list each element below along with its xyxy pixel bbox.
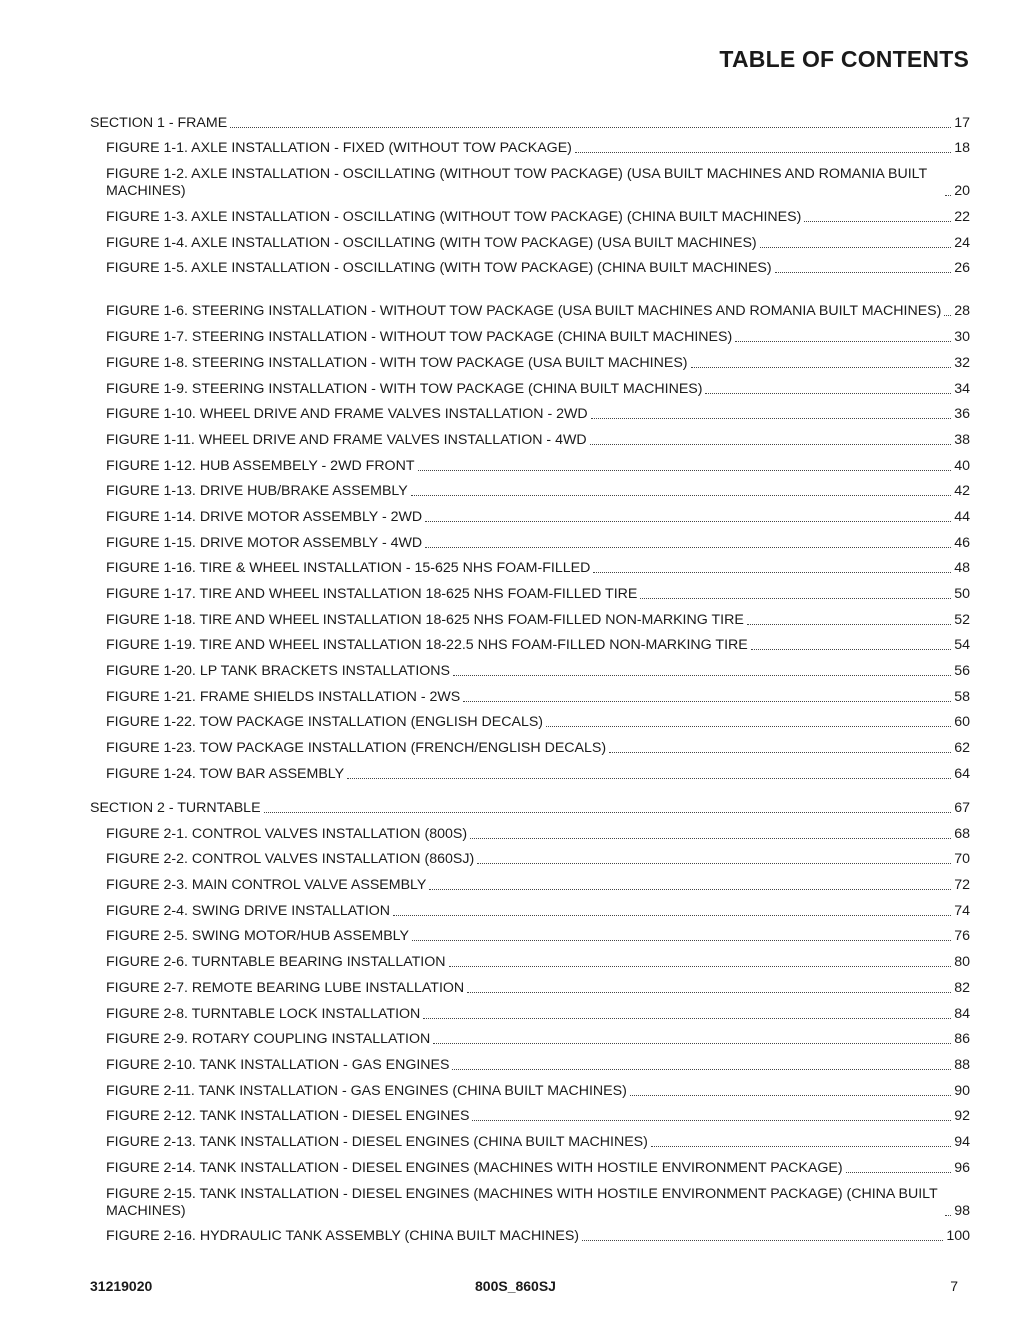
entry-title: FIGURE 2-9. ROTARY COUPLING INSTALLATION [106, 1031, 431, 1048]
dot-leader [945, 195, 951, 196]
dot-leader [546, 726, 951, 727]
dot-leader [846, 1172, 952, 1173]
toc-figure-entry[interactable] [90, 1074, 970, 1100]
entry-page-number: 90 [954, 1082, 970, 1099]
entry-title: FIGURE 2-5. SWING MOTOR/HUB ASSEMBLY [106, 928, 409, 945]
entry-page-number: 28 [954, 303, 970, 320]
entry-page-number: 96 [954, 1159, 970, 1176]
entry-page-number: 62 [954, 740, 970, 757]
entry-title: FIGURE 2-6. TURNTABLE BEARING INSTALLATION [106, 954, 446, 971]
entry-page-number: 70 [954, 851, 970, 868]
toc-figure-entry[interactable] [90, 320, 970, 346]
dot-leader [582, 1240, 943, 1241]
dot-leader [751, 649, 952, 650]
entry-page-number: 72 [954, 877, 970, 894]
toc-figure-entry[interactable] [90, 971, 970, 997]
toc-figure-entry[interactable] [90, 277, 970, 320]
toc-figure-entry[interactable] [90, 629, 970, 655]
dot-leader [630, 1095, 951, 1096]
entry-title: FIGURE 1-20. LP TANK BRACKETS INSTALLATIONS [106, 663, 451, 680]
entry-title: FIGURE 2-14. TANK INSTALLATION - DIESEL ENGINES (MACHINES WITH HOSTILE ENVIRONMENT PACKAGE) [106, 1159, 843, 1176]
toc-figure-entry[interactable] [90, 945, 970, 971]
entry-title: SECTION 2 - TURNTABLE [90, 800, 261, 816]
table-of-contents [90, 106, 970, 1245]
dot-leader [944, 315, 951, 316]
dot-leader [472, 1120, 951, 1121]
dot-leader [760, 247, 952, 248]
toc-figure-entry[interactable] [90, 157, 970, 200]
toc-figure-entry[interactable] [90, 346, 970, 372]
entry-page-number: 92 [954, 1108, 970, 1125]
entry-page-number: 48 [954, 560, 970, 577]
dot-leader [691, 367, 952, 368]
entry-page-number: 36 [954, 406, 970, 423]
entry-title: FIGURE 2-13. TANK INSTALLATION - DIESEL ENGINES (CHINA BUILT MACHINES) [106, 1133, 648, 1150]
page-number: 7 [950, 1278, 958, 1294]
entry-page-number: 94 [954, 1133, 970, 1150]
dot-leader [411, 495, 952, 496]
entry-title: FIGURE 2-8. TURNTABLE LOCK INSTALLATION [106, 1005, 421, 1022]
toc-figure-entry[interactable] [90, 1023, 970, 1049]
dot-leader [433, 1043, 951, 1044]
toc-figure-entry[interactable] [90, 706, 970, 732]
dot-leader [393, 915, 951, 916]
entry-page-number: 68 [954, 825, 970, 842]
toc-figure-entry[interactable] [90, 843, 970, 869]
page-title: TABLE OF CONTENTS [719, 46, 969, 72]
entry-title: FIGURE 1-8. STEERING INSTALLATION - WITH TOW PACKAGE (USA BUILT MACHINES) [106, 354, 688, 371]
entry-page-number: 67 [954, 800, 970, 816]
entry-page-number: 40 [954, 457, 970, 474]
entry-title: FIGURE 1-21. FRAME SHIELDS INSTALLATION - 2WS [106, 688, 461, 705]
dot-leader [735, 341, 951, 342]
toc-figure-entry[interactable] [90, 817, 970, 843]
toc-section-entry[interactable] [90, 791, 970, 817]
entry-title: FIGURE 2-12. TANK INSTALLATION - DIESEL ENGINES [106, 1108, 470, 1125]
entry-title: FIGURE 2-2. CONTROL VALVES INSTALLATION (860SJ) [106, 851, 475, 868]
entry-page-number: 52 [954, 611, 970, 628]
entry-title: FIGURE 1-7. STEERING INSTALLATION - WITHOUT TOW PACKAGE (CHINA BUILT MACHINES) [106, 329, 733, 346]
entry-page-number: 44 [954, 508, 970, 525]
entry-title: FIGURE 2-11. TANK INSTALLATION - GAS ENGINES (CHINA BUILT MACHINES) [106, 1082, 627, 1099]
entry-page-number: 34 [954, 380, 970, 397]
dot-leader [347, 778, 951, 779]
dot-leader [453, 675, 951, 676]
entry-page-number: 64 [954, 765, 970, 782]
dot-leader [467, 992, 951, 993]
entry-title: FIGURE 1-5. AXLE INSTALLATION - OSCILLATING (WITH TOW PACKAGE) (CHINA BUILT MACHINES) [106, 260, 772, 277]
toc-figure-entry[interactable] [90, 654, 970, 680]
entry-title: SECTION 1 - FRAME [90, 114, 228, 131]
entry-page-number: 74 [954, 902, 970, 919]
entry-page-number: 84 [954, 1005, 970, 1022]
entry-title: FIGURE 2-16. HYDRAULIC TANK ASSEMBLY (CHINA BUILT MACHINES) [106, 1228, 580, 1245]
entry-page-number: 58 [954, 688, 970, 705]
dot-leader [463, 701, 951, 702]
toc-figure-entry[interactable] [90, 1220, 970, 1246]
dot-leader [747, 624, 951, 625]
dot-leader [593, 572, 951, 573]
entry-page-number: 42 [954, 483, 970, 500]
dot-leader [651, 1146, 951, 1147]
toc-figure-entry[interactable] [90, 868, 970, 894]
entry-title: FIGURE 1-18. TIRE AND WHEEL INSTALLATION 18-625 NHS FOAM-FILLED NON-MARKING TIRE [106, 611, 744, 628]
entry-page-number: 98 [954, 1202, 970, 1219]
toc-figure-entry[interactable] [90, 500, 970, 526]
entry-page-number: 80 [954, 954, 970, 971]
document-number: 31219020 [90, 1278, 153, 1294]
entry-page-number: 56 [954, 663, 970, 680]
toc-figure-entry[interactable] [90, 603, 970, 629]
dot-leader [425, 547, 951, 548]
dot-leader [470, 838, 951, 839]
toc-figure-entry[interactable] [90, 552, 970, 578]
entry-title: FIGURE 2-4. SWING DRIVE INSTALLATION [106, 902, 391, 919]
entry-title: FIGURE 1-1. AXLE INSTALLATION - FIXED (WITHOUT TOW PACKAGE) [106, 140, 572, 157]
entry-title: FIGURE 1-4. AXLE INSTALLATION - OSCILLATING (WITH TOW PACKAGE) (USA BUILT MACHINES) [106, 234, 757, 251]
toc-figure-entry[interactable] [90, 757, 970, 783]
entry-page-number: 100 [946, 1228, 970, 1245]
dot-leader [705, 393, 951, 394]
dot-leader [775, 272, 952, 273]
dot-leader [418, 470, 952, 471]
dot-leader [449, 966, 952, 967]
toc-figure-entry[interactable] [90, 449, 970, 475]
entry-title: FIGURE 1-24. TOW BAR ASSEMBLY [106, 765, 345, 782]
dot-leader [590, 444, 952, 445]
entry-title: FIGURE 1-3. AXLE INSTALLATION - OSCILLATING (WITHOUT TOW PACKAGE) (CHINA BUILT MACHINES) [106, 209, 802, 226]
dot-leader [640, 598, 951, 599]
entry-page-number: 18 [954, 140, 970, 157]
dot-leader [804, 221, 951, 222]
entry-title: FIGURE 2-15. TANK INSTALLATION - DIESEL ENGINES (MACHINES WITH HOSTILE ENVIRONMENT PACKAGE) (CHINA BUILT MACHINES) [106, 1185, 938, 1219]
toc-figure-entry[interactable] [90, 997, 970, 1023]
dot-leader [423, 1018, 951, 1019]
dot-leader [452, 1069, 951, 1070]
toc-figure-entry[interactable] [90, 398, 970, 424]
entry-title: FIGURE 1-2. AXLE INSTALLATION - OSCILLATING (WITHOUT TOW PACKAGE) (USA BUILT MACHINES AND ROMANIA BUILT MACHINES) [106, 166, 927, 200]
dot-leader [609, 752, 951, 753]
entry-title: FIGURE 2-1. CONTROL VALVES INSTALLATION (800S) [106, 825, 468, 842]
dot-leader [945, 1215, 951, 1216]
toc-section-entry[interactable] [90, 106, 970, 132]
entry-page-number: 22 [954, 209, 970, 226]
entry-page-number: 30 [954, 329, 970, 346]
entry-page-number: 17 [954, 114, 970, 131]
entry-title: FIGURE 1-11. WHEEL DRIVE AND FRAME VALVES INSTALLATION - 4WD [106, 431, 587, 448]
entry-title: FIGURE 2-3. MAIN CONTROL VALVE ASSEMBLY [106, 877, 427, 894]
toc-figure-entry[interactable] [90, 731, 970, 757]
entry-page-number: 54 [954, 637, 970, 654]
entry-title: FIGURE 1-9. STEERING INSTALLATION - WITH TOW PACKAGE (CHINA BUILT MACHINES) [106, 380, 703, 397]
entry-page-number: 60 [954, 714, 970, 731]
entry-page-number: 20 [954, 183, 970, 200]
entry-page-number: 46 [954, 534, 970, 551]
toc-figure-entry[interactable] [90, 423, 970, 449]
dot-leader [575, 152, 951, 153]
entry-page-number: 38 [954, 431, 970, 448]
toc-figure-entry[interactable] [90, 226, 970, 252]
entry-title: FIGURE 1-15. DRIVE MOTOR ASSEMBLY - 4WD [106, 534, 423, 551]
entry-title: FIGURE 1-16. TIRE & WHEEL INSTALLATION - 15-625 NHS FOAM-FILLED [106, 560, 591, 577]
entry-title: FIGURE 1-22. TOW PACKAGE INSTALLATION (ENGLISH DECALS) [106, 714, 544, 731]
toc-figure-entry[interactable] [90, 1151, 970, 1177]
entry-title: FIGURE 2-10. TANK INSTALLATION - GAS ENGINES [106, 1056, 450, 1073]
entry-title: FIGURE 1-17. TIRE AND WHEEL INSTALLATION 18-625 NHS FOAM-FILLED TIRE [106, 586, 638, 602]
toc-figure-entry[interactable] [90, 200, 970, 226]
entry-page-number: 26 [954, 260, 970, 277]
toc-figure-entry[interactable] [90, 1125, 970, 1151]
entry-title: FIGURE 1-13. DRIVE HUB/BRAKE ASSEMBLY [106, 483, 408, 500]
entry-page-number: 76 [954, 928, 970, 945]
toc-figure-entry[interactable] [90, 252, 970, 278]
toc-figure-entry[interactable] [90, 920, 970, 946]
page-footer [90, 1278, 970, 1298]
entry-page-number: 88 [954, 1056, 970, 1073]
entry-title: FIGURE 2-7. REMOTE BEARING LUBE INSTALLATION [106, 979, 465, 996]
dot-leader [412, 940, 951, 941]
entry-page-number: 32 [954, 354, 970, 371]
entry-page-number: 50 [954, 586, 970, 602]
entry-page-number: 82 [954, 979, 970, 996]
entry-title: FIGURE 1-23. TOW PACKAGE INSTALLATION (FRENCH/ENGLISH DECALS) [106, 740, 607, 757]
toc-figure-entry[interactable] [90, 372, 970, 398]
toc-figure-entry[interactable] [90, 475, 970, 501]
toc-figure-entry[interactable] [90, 1100, 970, 1126]
entry-title: FIGURE 1-6. STEERING INSTALLATION - WITHOUT TOW PACKAGE (USA BUILT MACHINES AND ROMANIA BUILT MACHINES) [106, 303, 942, 320]
dot-leader [477, 863, 951, 864]
entry-title: FIGURE 1-10. WHEEL DRIVE AND FRAME VALVES INSTALLATION - 2WD [106, 406, 588, 423]
entry-page-number: 86 [954, 1031, 970, 1048]
toc-figure-entry[interactable] [90, 894, 970, 920]
dot-leader [264, 812, 952, 813]
dot-leader [425, 521, 951, 522]
toc-figure-entry[interactable] [90, 577, 970, 603]
dot-leader [591, 418, 952, 419]
toc-figure-entry[interactable] [90, 1177, 970, 1220]
dot-leader [230, 127, 951, 128]
model-name: 800S_860SJ [475, 1278, 556, 1294]
entry-title: FIGURE 1-14. DRIVE MOTOR ASSEMBLY - 2WD [106, 508, 423, 525]
entry-page-number: 24 [954, 234, 970, 251]
toc-figure-entry[interactable] [90, 1048, 970, 1074]
toc-figure-entry[interactable] [90, 132, 970, 158]
toc-figure-entry[interactable] [90, 526, 970, 552]
dot-leader [429, 889, 951, 890]
entry-title: FIGURE 1-12. HUB ASSEMBELY - 2WD FRONT [106, 457, 415, 474]
toc-figure-entry[interactable] [90, 680, 970, 706]
entry-title: FIGURE 1-19. TIRE AND WHEEL INSTALLATION 18-22.5 NHS FOAM-FILLED NON-MARKING TIRE [106, 637, 748, 654]
